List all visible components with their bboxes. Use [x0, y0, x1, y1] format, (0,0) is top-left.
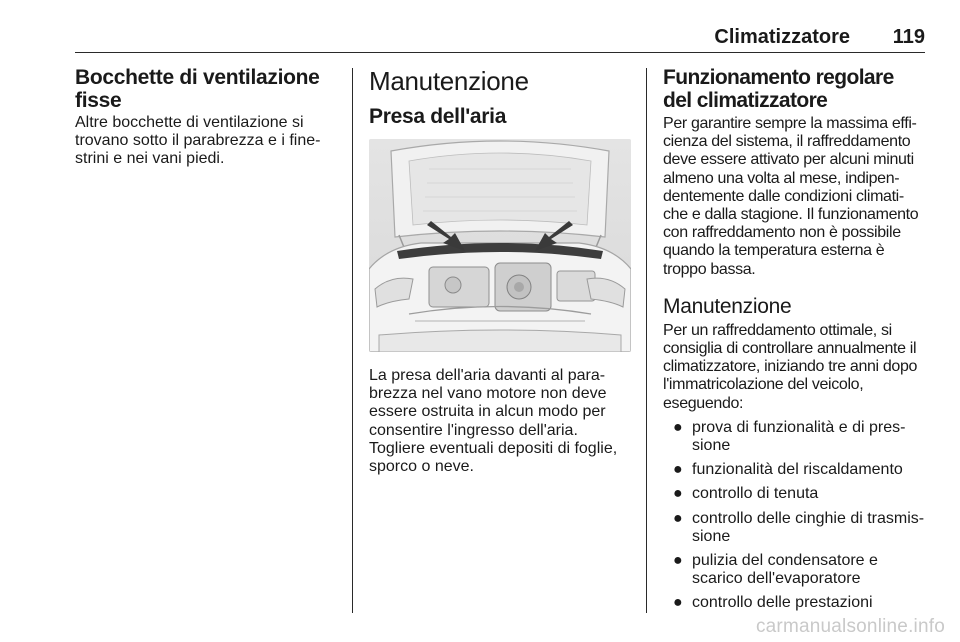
maintenance-ac-text: Per un raffreddamento ottimale, si consiglia di controllare annualmente il climatizzatore, iniziando tre anni dopo l'immatricolazione del veicolo, eseguendo:: [663, 321, 918, 412]
list-item: ● controllo delle prestazioni: [673, 594, 873, 612]
bullet-icon: ●: [673, 552, 683, 570]
bullet-icon: ●: [673, 509, 683, 527]
engine-bay-illustration: [369, 139, 631, 352]
list-item: ● funzionalità del riscaldamento: [673, 461, 903, 479]
section-heading-regular-operation: Funzionamento regolare del climatizzatore: [663, 66, 894, 112]
watermark: carmanualsonline.info: [755, 616, 945, 637]
bullet-icon: ●: [673, 594, 683, 612]
engine-bay-image: [369, 139, 631, 352]
air-intake-text: La presa dell'aria davanti al para-brezza nel vano motore non deve essere ostruita in alcun modo per consentire l'ingresso dell'aria. Togliere eventuali depositi di foglie, sporco o neve.: [369, 367, 618, 476]
regular-operation-text: Per garantire sempre la massima effi-cienza del sistema, il raffreddamento deve essere attivato per alcuni minuti almeno una volta al mese, indipen-dentemente dalle condizioni climati-che e dalla stagione. Il funzionamento con raffreddamento non è possibile quando la temperatura esterna è troppo bassa.: [663, 115, 919, 278]
column-1: [75, 66, 337, 169]
column-3: [663, 66, 925, 619]
fixed-vents-text: Altre bocchette di ventilazione si trovano sotto il parabrezza e i fine-strini e nei vani piedi.: [75, 114, 321, 168]
column-divider-1: [352, 68, 353, 613]
list-item: ● pulizia del condensatore e scarico dell'evaporatore: [673, 552, 878, 588]
bullet-icon: ●: [673, 461, 683, 479]
maintenance-checklist: [663, 419, 925, 613]
bullet-icon: ●: [673, 418, 683, 436]
bullet-icon: ●: [673, 485, 683, 503]
chapter-title: Climatizzatore: [714, 26, 850, 48]
subheading-air-intake: Presa dell'aria: [369, 105, 507, 128]
section-heading-fixed-vents: Bocchette di ventilazione fisse: [75, 66, 320, 112]
page-number: 119: [892, 26, 925, 48]
list-item: ● prova di funzionalità e di pres-sione: [673, 418, 906, 455]
list-item: ● controllo di tenuta: [673, 485, 819, 503]
column-divider-2: [646, 68, 647, 613]
list-item: ● controllo delle cinghie di trasmis-sione: [673, 509, 925, 545]
page-header: [75, 24, 925, 53]
section-heading-maintenance-ac: Manutenzione: [663, 294, 792, 318]
section-heading-maintenance: Manutenzione: [369, 66, 529, 96]
column-2: [369, 66, 631, 476]
